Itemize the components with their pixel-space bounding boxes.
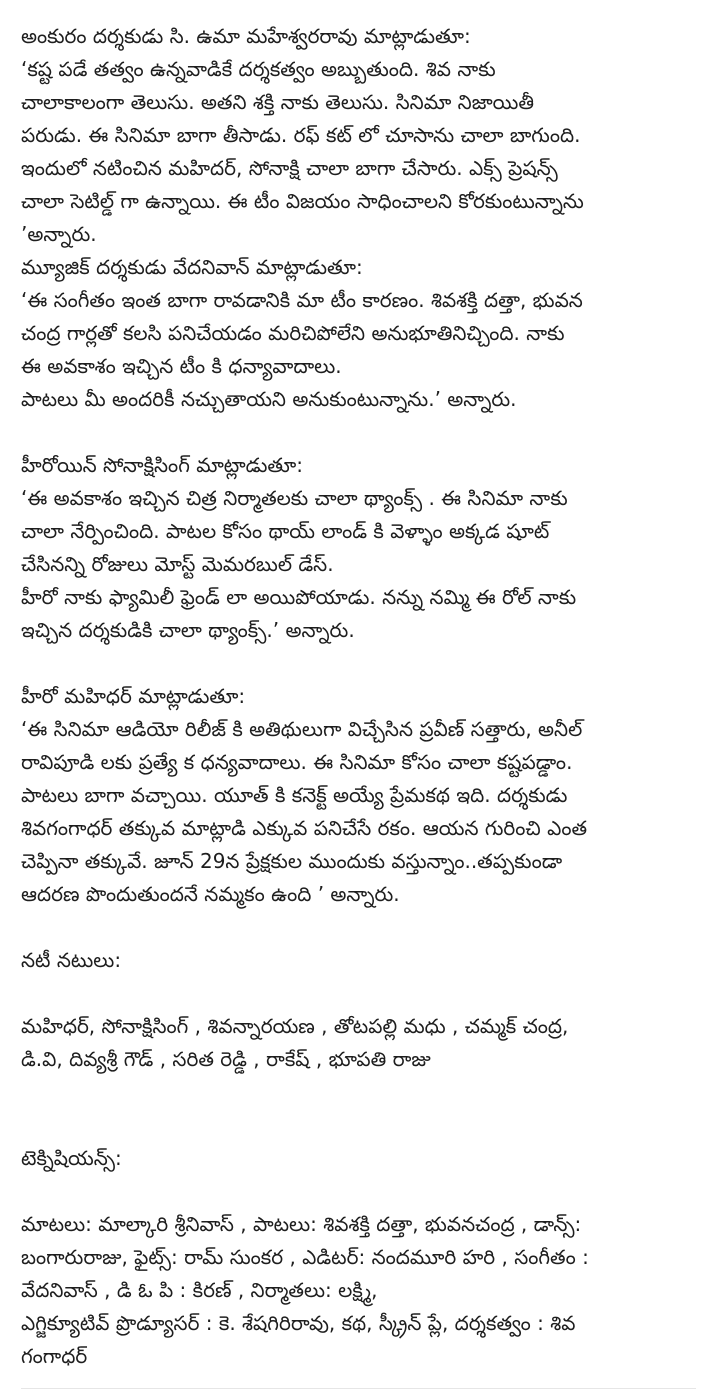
technicians-line: వేదనివాస్ , డి ఓ పి : కిరణ్ , నిర్మాతలు: లక్ష్మి,	[21, 1278, 378, 1302]
technicians-line: బంగారురాజు, ఫైట్స్: రామ్ సుంకర , ఎడిటర్: నందమూరి హరి , సంగీతం :	[21, 1245, 589, 1269]
section-spacer	[21, 977, 701, 1010]
cast-section	[21, 944, 701, 1076]
paragraph-line: ఇందులో నటించిన మహిదర్, సోనాక్షి చాలా బాగా చేసారు. ఎక్స్ ప్రెషన్స్	[21, 156, 558, 180]
director-heading: అంకురం దర్శకుడు సి. ఉమా మహేశ్వరరావు మాట్లాడుతూ:	[21, 24, 471, 48]
cast-line: డి.వి, దివ్యశ్రీ గౌడ్ , సరిత రెడ్డి , రాకేష్ , భూపతి రాజు	[21, 1047, 431, 1071]
technicians-heading: టెక్నిషియన్స్:	[21, 1146, 122, 1170]
article-body	[21, 20, 701, 1373]
paragraph-line: శివగంగాధర్ తక్కువ మాట్లాడి ఎక్కువ పనిచేసే రకం. ఆయన గురించి ఎంత	[21, 816, 588, 840]
hero-heading: హీరో మహిధర్ మాట్లాడుతూ:	[21, 684, 246, 708]
paragraph-line: ఆదరణ పొందుతుందనే నమ్మకం ఉంది ’ అన్నారు.	[21, 882, 400, 906]
paragraph-line: చెప్పినా తక్కువే. జూన్ 29న ప్రేక్షకుల ముందుకు వస్తున్నాం..తప్పకుండా	[21, 849, 563, 873]
section-spacer	[21, 911, 701, 944]
section-spacer	[21, 416, 701, 449]
cast-line: మహిధర్, సోనాక్షిసింగ్ , శివన్నారయణ , తోటపల్లి మధు , చమ్మక్ చంద్ర,	[21, 1014, 569, 1038]
paragraph-line: పాటలు బాగా వచ్చాయి. యూత్ కి కనెక్ట్ అయ్యే ప్రేమకథ ఇది. దర్శకుడు	[21, 783, 568, 807]
section-spacer	[21, 1175, 701, 1208]
paragraph-line: చాలాకాలంగా తెలుసు. అతని శక్తి నాకు తెలుసు. సినిమా నిజాయితీ	[21, 90, 534, 114]
paragraph-line: ఇచ్చిన దర్శకుడికి చాలా థ్యాంక్స్.’ అన్నారు.	[21, 618, 355, 642]
technicians-line: మాటలు: మాల్కారి శ్రీనివాస్ , పాటలు: శివశక్తి దత్తా, భువనచంద్ర , డాన్స్:	[21, 1212, 582, 1236]
paragraph-line: పరుడు. ఈ సినిమా బాగా తీసాడు. రఫ్ కట్ లో చూసాను చాలా బాగుంది.	[21, 123, 581, 147]
paragraph-line: ఈ అవకాశం ఇచ్చిన టీం కి ధన్యావాదాలు.	[21, 354, 342, 378]
paragraph-line: ‘ఈ సినిమా ఆడియో రిలీజ్ కి అతిథులుగా విచ్చేసిన ప్రవీణ్ సత్తారు, అనీల్	[21, 717, 583, 741]
paragraph-line: ’అన్నారు.	[21, 222, 97, 246]
paragraph-line: చాలా సెటిల్డ్ గా ఉన్నాయి. ఈ టీం విజయం సాధించాలని కోరకుంటున్నాను	[21, 189, 584, 213]
paragraph-line: రావిపూడి లకు ప్రత్యే క ధన్యవాదాలు. ఈ సినిమా కోసం చాలా కష్టపడ్డాం.	[21, 750, 573, 774]
music-heading: మ్యూజిక్ దర్శకుడు వేదనివాన్ మాట్లాడుతూ:	[21, 255, 363, 279]
section-spacer	[21, 1076, 701, 1142]
paragraph-line: చంద్ర గార్లతో కలసి పనిచేయడం మరిచిపోలేని అనుభూతినిచ్చింది. నాకు	[21, 321, 565, 345]
section-spacer	[21, 647, 701, 680]
technicians-section	[21, 1142, 701, 1373]
technicians-line: గంగాధర్	[21, 1344, 88, 1368]
paragraph-line: ‘కష్ట పడే తత్వం ఉన్నవాడికే దర్శకత్వం అబ్బుతుంది. శివ నాకు	[21, 57, 496, 81]
paragraph-line: చేసినన్ని రోజులు మోస్ట్ మెమరబుల్ డేస్.	[21, 552, 334, 576]
heroine-section	[21, 449, 701, 647]
paragraph-line: ‘ఈ అవకాశం ఇచ్చిన చిత్ర నిర్మాతలకు చాలా థ్యాంక్స్ . ఈ సినిమా నాకు	[21, 486, 568, 510]
hero-section	[21, 680, 701, 911]
cast-heading: నటీ నటులు:	[21, 948, 122, 972]
paragraph-line: ‘ఈ సంగీతం ఇంత బాగా రావడానికి మా టీం కారణం. శివశక్తి దత్తా, భువన	[21, 288, 583, 312]
paragraph-line: హీరో నాకు ఫ్యామిలీ ఫ్రెండ్ లా అయిపోయాడు. నన్ను నమ్మి ఈ రోల్ నాకు	[21, 585, 577, 609]
music-section	[21, 251, 701, 416]
heroine-heading: హీరోయిన్ సోనాక్షిసింగ్ మాట్లాడుతూ:	[21, 453, 304, 477]
bottom-divider	[21, 1388, 696, 1389]
technicians-line: ఎగ్జిక్యూటివ్ ప్రొడ్యూసర్ : కె. శేషగిరిరావు, కథ, స్క్రీన్ ప్లే, దర్శకత్వం : శివ	[21, 1311, 576, 1335]
director-section	[21, 20, 701, 251]
paragraph-line: పాటలు మీ అందరికీ నచ్చుతాయని అనుకుంటున్నాను.’ అన్నారు.	[21, 387, 517, 411]
paragraph-line: చాలా నేర్పించింది. పాటల కోసం థాయ్ లాండ్ కి వెళ్ళాం అక్కడ షూట్	[21, 519, 550, 543]
